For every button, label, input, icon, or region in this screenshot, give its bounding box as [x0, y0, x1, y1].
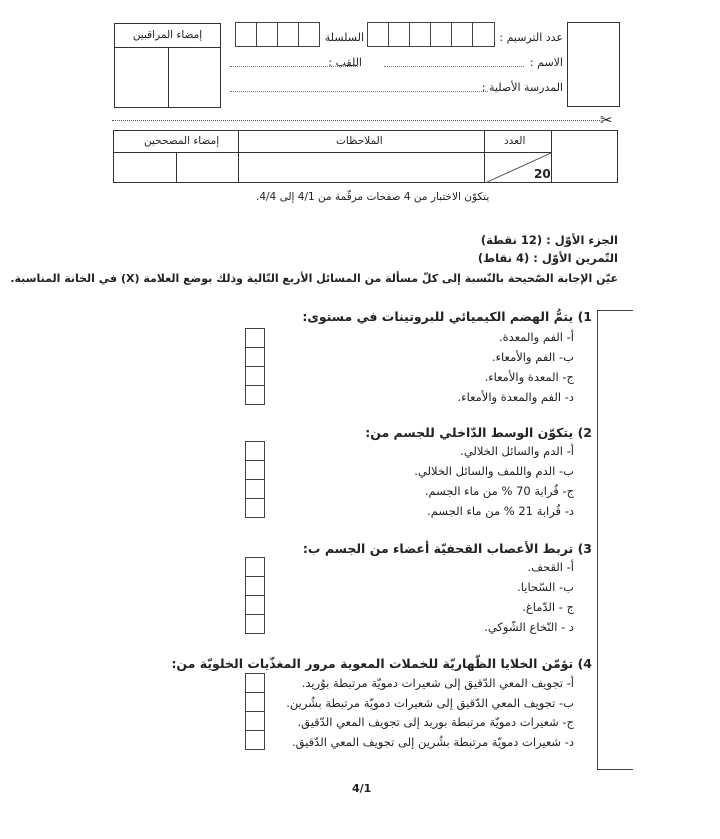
- answer-checkbox[interactable]: [245, 347, 265, 367]
- option-label: د- الفم والمعدة والأمعاء.: [457, 390, 574, 404]
- name-field[interactable]: [384, 66, 524, 67]
- answer-checkbox[interactable]: [245, 614, 265, 634]
- option-label: ب- السّحايا.: [517, 580, 574, 594]
- question-title: 2) يتكوّن الوسط الدّاخلي للجسم من:: [365, 425, 592, 440]
- margin-frame: [597, 310, 633, 770]
- option-label: ج - الدّماغ.: [522, 600, 574, 614]
- surname-field[interactable]: [230, 66, 358, 67]
- option-label: د- قُرابة 21 % من ماء الجسم.: [427, 504, 574, 518]
- option-label: ج- قُرابة 70 % من ماء الجسم.: [424, 484, 574, 498]
- answer-checkbox[interactable]: [245, 595, 265, 615]
- registration-label: عدد الترسيم :: [499, 31, 563, 44]
- option-label: أ- الدم والسائل الخلالي.: [460, 444, 574, 458]
- option-label: ج- المعدة والأمعاء.: [484, 370, 574, 384]
- exercise-title: التّمرين الأوّل : (4 نقاط): [477, 251, 618, 265]
- part-title: الجزء الأوّل : (12 نقطة): [480, 233, 618, 247]
- option-label: أ- القحف.: [527, 560, 574, 574]
- answer-checkbox[interactable]: [245, 730, 265, 750]
- school-label: المدرسة الأصلية :: [481, 81, 563, 94]
- proctors-signature-box: [114, 23, 221, 108]
- answer-checkbox[interactable]: [245, 576, 265, 596]
- answer-checkbox[interactable]: [245, 460, 265, 480]
- answer-checkbox[interactable]: [245, 479, 265, 499]
- cut-line: [112, 120, 600, 121]
- score-label: العدد: [504, 135, 526, 147]
- option-label: ب- الفم والأمعاء.: [491, 350, 574, 364]
- proctors-label: إمضاء المراقبين: [115, 24, 220, 48]
- question-title: 3) تربط الأعصاب القحفيّة أعضاء من الجسم ب:: [302, 541, 592, 556]
- option-label: د - النّخاع الشّوكي.: [484, 620, 574, 634]
- exam-note: يتكوّن الاختبار من 4 صفحات مرقّمة من 4/1 إلى 4/4.: [256, 191, 490, 203]
- answer-checkbox[interactable]: [245, 385, 265, 405]
- correctors-label: إمضاء المصححين: [144, 135, 220, 147]
- surname-label: اللقب :: [328, 56, 362, 69]
- option-label: ج- شعيرات دمويّة مرتبطة بوريد إلى تجويف المعي الدّقيق.: [297, 715, 574, 729]
- scissors-icon: ✂: [600, 111, 613, 129]
- answer-checkbox[interactable]: [245, 366, 265, 386]
- answer-checkbox[interactable]: [245, 498, 265, 518]
- name-label: الاسم :: [529, 56, 563, 69]
- page-number: 4/1: [352, 782, 372, 795]
- answer-checkbox[interactable]: [245, 692, 265, 712]
- instruction: عيّن الإجابة الصّحيحة بالنّسبة إلى كلّ مسألة من المسائل الأربع التّالية وذلك بوضع العلامة (X) في الخانة المناسبة.: [10, 272, 618, 285]
- option-label: ب- الدم واللمف والسائل الخلالي.: [414, 464, 574, 478]
- option-label: أ- الفم والمعدة.: [499, 330, 574, 344]
- option-label: د- شعيرات دمويّة مرتبطة بشُرين إلى تجويف المعي الدّقيق.: [291, 735, 574, 749]
- school-field[interactable]: [230, 91, 488, 92]
- answer-checkbox[interactable]: [245, 557, 265, 577]
- score-total: 20: [534, 167, 551, 181]
- answer-checkbox[interactable]: [245, 328, 265, 348]
- question-title: 1) يتمُّ الهضم الكيميائي للبروتينات في مستوى:: [302, 309, 592, 324]
- answer-checkbox[interactable]: [245, 711, 265, 731]
- option-label: ب- تجويف المعي الدّقيق إلى شعيرات دمويّة مرتبطة بشُرين.: [286, 696, 574, 710]
- photo-box: [567, 22, 620, 107]
- grade-table: [113, 130, 618, 183]
- remarks-label: الملاحظات: [336, 135, 383, 147]
- series-label: السلسلة :: [317, 31, 364, 44]
- answer-checkbox[interactable]: [245, 441, 265, 461]
- option-label: أ- تجويف المعي الدّقيق إلى شعيرات دمويّة مرتبطة بوُريد.: [301, 676, 574, 690]
- answer-checkbox[interactable]: [245, 673, 265, 693]
- question-title: 4) تؤمّن الخلايا الظّهاريّة للخملات المعوية مرور المغذّيات الخلويّة من:: [171, 656, 592, 671]
